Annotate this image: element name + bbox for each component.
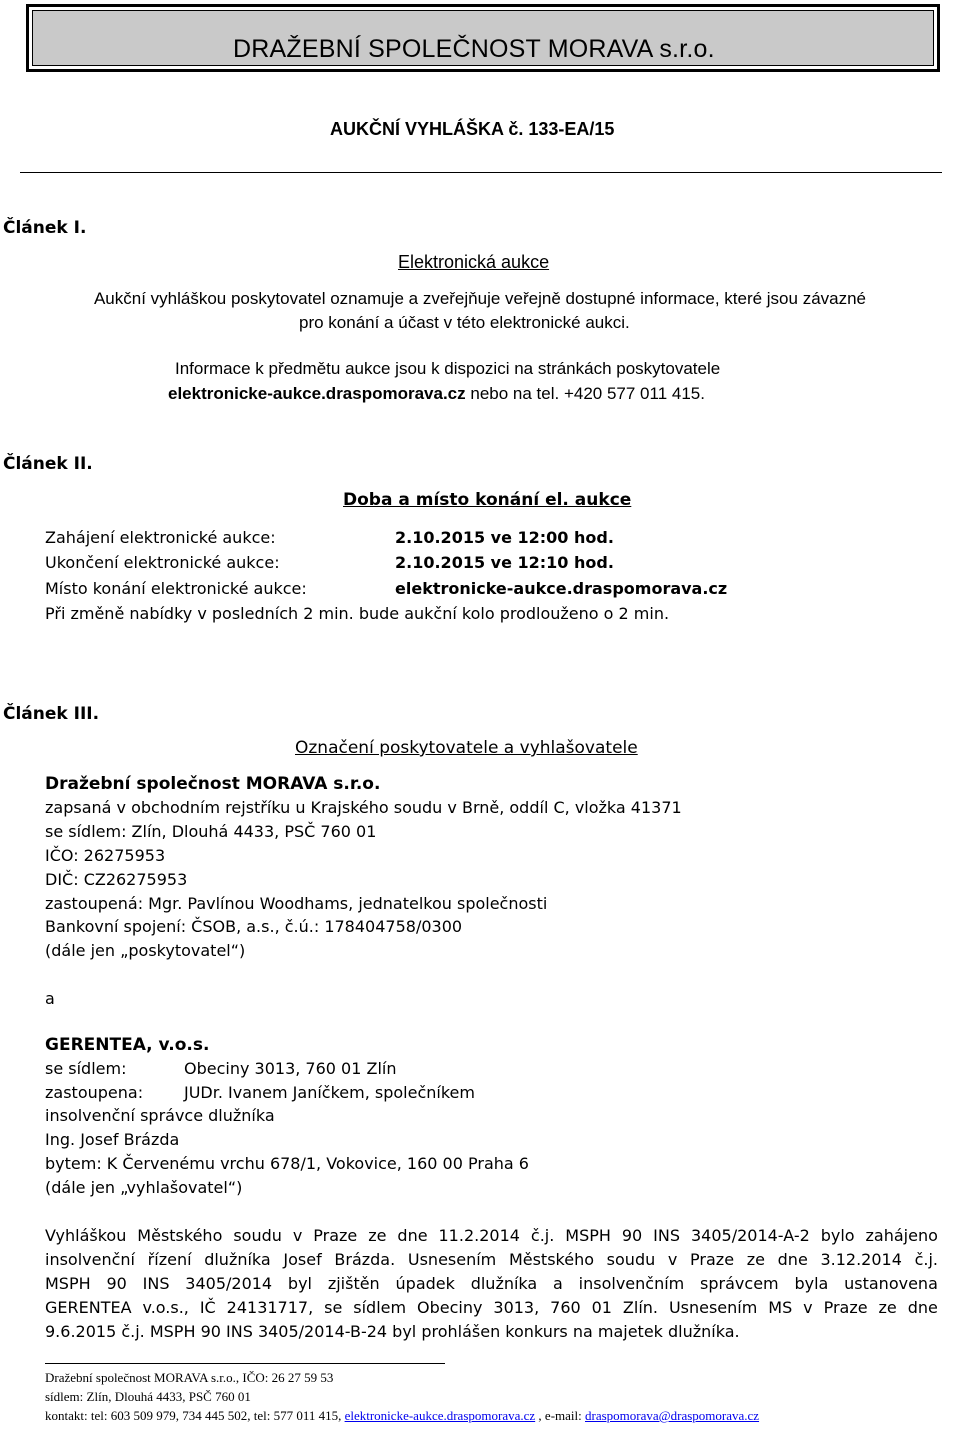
footer-contact: kontakt: tel: 603 509 979, 734 445 502, tel: 577 011 415, elektronicke-aukce.draspomorava.cz , e-mail: draspomorava@draspomorava.cz bbox=[45, 1408, 760, 1423]
announcer-rep-value: JUDr. Ivanem Janíčkem, společníkem bbox=[184, 1083, 475, 1102]
announcer-alias: (dále jen „vyhlašovatel“) bbox=[45, 1178, 243, 1197]
auction-site: elektronicke-aukce.draspomorava.cz bbox=[168, 384, 466, 403]
header-banner bbox=[26, 4, 940, 72]
document-title: AUKČNÍ VYHLÁŠKA č. 133-EA/15 bbox=[330, 119, 615, 139]
provider-registry: zapsaná v obchodním rejstříku u Krajského soudu v Brně, oddíl C, vložka 41371 bbox=[45, 798, 682, 817]
article-2-label: Článek II. bbox=[3, 454, 93, 474]
footer-divider bbox=[45, 1363, 445, 1364]
provider-alias: (dále jen „poskytovatel“) bbox=[45, 941, 246, 960]
announcer-name: GERENTEA, v.o.s. bbox=[45, 1035, 210, 1055]
provider-bank: Bankovní spojení: ČSOB, a.s., č.ú.: 178404758/0300 bbox=[45, 917, 463, 936]
article-1-heading: Elektronická aukce bbox=[398, 252, 550, 272]
company-banner-title: DRAŽEBNÍ SPOLEČNOST MORAVA s.r.o. bbox=[233, 35, 715, 63]
footer-web-link[interactable]: elektronicke-aukce.draspomorava.cz bbox=[344, 1408, 536, 1423]
provider-dic: DIČ: CZ26275953 bbox=[45, 870, 188, 889]
end-label: Ukončení elektronické aukce: bbox=[45, 553, 280, 572]
announcer-seat-label: se sídlem: bbox=[45, 1059, 127, 1078]
court-paragraph-line4: GERENTEA v.o.s., IČ 24131717, se sídlem Obeciny 3013, 760 01 Zlín. Usnesením MS v Praze ze dne bbox=[45, 1298, 938, 1317]
article-3-label: Článek III. bbox=[3, 704, 100, 724]
announcer-rep-label: zastoupena: bbox=[45, 1083, 144, 1102]
debtor-address: bytem: K Červenému vrchu 678/1, Vokovice, 160 00 Praha 6 bbox=[45, 1154, 529, 1173]
conjunction: a bbox=[45, 989, 55, 1008]
article-1-para1-line2: pro konání a účast v této elektronické aukci. bbox=[299, 313, 630, 332]
court-paragraph-line5: 9.6.2015 č.j. MSPH 90 INS 3405/2014-B-24 byl prohlášen konkurs na majetek dlužníka. bbox=[45, 1322, 740, 1341]
footer-company: Dražební společnost MORAVA s.r.o., IČO: 26 27 59 53 bbox=[45, 1370, 334, 1385]
provider-name: Dražební společnost MORAVA s.r.o. bbox=[45, 774, 381, 794]
article-3-heading: Označení poskytovatele a vyhlašovatele bbox=[295, 738, 638, 758]
article-1-para2-line2 bbox=[168, 384, 705, 404]
article-2-heading: Doba a místo konání el. aukce bbox=[343, 490, 632, 510]
court-paragraph-line3: MSPH 90 INS 3405/2014 byl zjištěn úpadek dlužníka a insolvenčním správcem byla ustanovena bbox=[45, 1274, 938, 1293]
announcer-role: insolvenční správce dlužníka bbox=[45, 1106, 275, 1125]
provider-representative: zastoupená: Mgr. Pavlínou Woodhams, jednatelkou společnosti bbox=[45, 894, 548, 913]
place-value: elektronicke-aukce.draspomorava.cz bbox=[395, 579, 728, 598]
court-paragraph-line2: insolvenční řízení dlužníka Josef Brázda. Usnesením Městského soudu v Praze ze dne 3.12.2014 č.j. bbox=[45, 1250, 938, 1269]
end-value: 2.10.2015 ve 12:10 hod. bbox=[395, 553, 614, 572]
header-banner-fill bbox=[32, 10, 934, 66]
extension-note: Při změně nabídky v posledních 2 min. bude aukční kolo prodlouženo o 2 min. bbox=[45, 604, 670, 623]
title-divider bbox=[20, 172, 942, 173]
footer-address: sídlem: Zlín, Dlouhá 4433, PSČ 760 01 bbox=[45, 1389, 251, 1404]
article-1-para2-line1: Informace k předmětu aukce jsou k dispozici na stránkách poskytovatele bbox=[175, 359, 721, 378]
start-value: 2.10.2015 ve 12:00 hod. bbox=[395, 528, 614, 547]
article-1-label: Článek I. bbox=[3, 218, 87, 238]
provider-seat: se sídlem: Zlín, Dlouhá 4433, PSČ 760 01 bbox=[45, 822, 377, 841]
phone-info: nebo na tel. +420 577 011 415. bbox=[465, 384, 705, 403]
place-label: Místo konání elektronické aukce: bbox=[45, 579, 307, 598]
announcer-seat-value: Obeciny 3013, 760 01 Zlín bbox=[184, 1059, 397, 1078]
provider-ico: IČO: 26275953 bbox=[45, 846, 166, 865]
article-1-para1-line1: Aukční vyhláškou poskytovatel oznamuje a zveřejňuje veřejně dostupné informace, které jsou závazné bbox=[93, 289, 867, 308]
court-paragraph-line1: Vyhláškou Městského soudu v Praze ze dne 11.2.2014 č.j. MSPH 90 INS 3405/2014-A-2 bylo zahájeno bbox=[45, 1226, 938, 1245]
debtor-name: Ing. Josef Brázda bbox=[45, 1130, 180, 1149]
footer-email-link[interactable]: draspomorava@draspomorava.cz bbox=[585, 1408, 760, 1423]
start-label: Zahájení elektronické aukce: bbox=[45, 528, 276, 547]
